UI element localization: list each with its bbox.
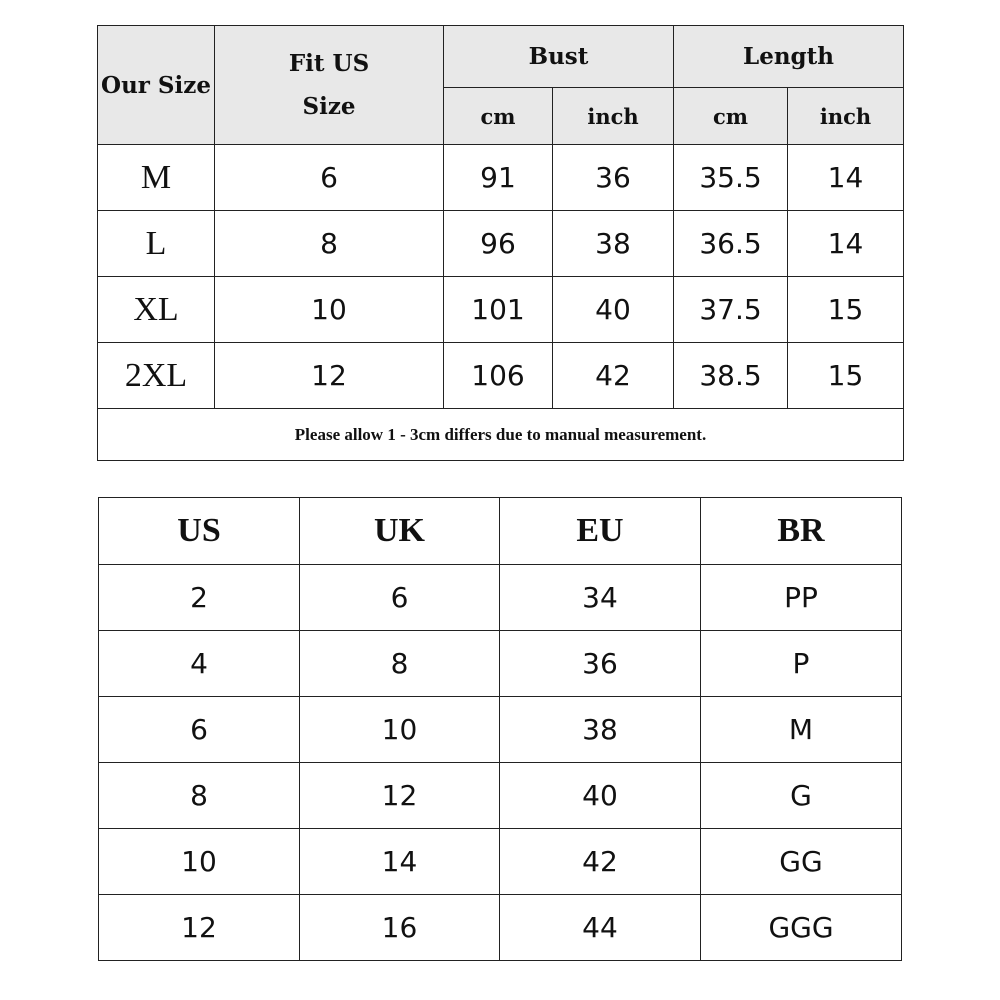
cell-bust-cm: 101	[444, 277, 553, 343]
cell-br: M	[701, 697, 902, 763]
cell-length-cm: 38.5	[674, 343, 788, 409]
cell-length-inch: 15	[788, 277, 904, 343]
cell-fit-us: 10	[215, 277, 444, 343]
header-row	[99, 498, 902, 565]
cell-bust-cm: 106	[444, 343, 553, 409]
header-our-size: Our Size	[98, 26, 215, 145]
cell-our-size: XL	[98, 277, 215, 343]
table-row	[98, 343, 904, 409]
cell-eu: 34	[500, 565, 701, 631]
cell-uk: 10	[300, 697, 500, 763]
cell-uk: 12	[300, 763, 500, 829]
cell-br: P	[701, 631, 902, 697]
cell-length-inch: 14	[788, 145, 904, 211]
cell-length-cm: 35.5	[674, 145, 788, 211]
cell-uk: 16	[300, 895, 500, 961]
cell-bust-cm: 91	[444, 145, 553, 211]
cell-eu: 42	[500, 829, 701, 895]
table-row	[99, 565, 902, 631]
cell-length-cm: 37.5	[674, 277, 788, 343]
cell-br: GG	[701, 829, 902, 895]
header-length: Length	[674, 26, 904, 88]
cell-length-cm: 36.5	[674, 211, 788, 277]
cell-our-size: M	[98, 145, 215, 211]
cell-length-inch: 14	[788, 211, 904, 277]
cell-our-size: L	[98, 211, 215, 277]
cell-length-inch: 15	[788, 343, 904, 409]
cell-bust-inch: 42	[553, 343, 674, 409]
cell-eu: 44	[500, 895, 701, 961]
header-us: US	[99, 498, 300, 565]
header-uk: UK	[300, 498, 500, 565]
table-row	[99, 697, 902, 763]
measurement-note: Please allow 1 - 3cm differs due to manual measurement.	[98, 409, 904, 461]
cell-us: 4	[99, 631, 300, 697]
size-chart-table	[97, 25, 904, 461]
cell-eu: 36	[500, 631, 701, 697]
cell-fit-us: 8	[215, 211, 444, 277]
header-bust: Bust	[444, 26, 674, 88]
table-row	[99, 895, 902, 961]
cell-our-size: 2XL	[98, 343, 215, 409]
cell-us: 2	[99, 565, 300, 631]
header-bust-cm: cm	[444, 88, 553, 145]
table-row	[98, 145, 904, 211]
header-fit-us-size	[215, 26, 444, 145]
cell-eu: 38	[500, 697, 701, 763]
header-eu: EU	[500, 498, 701, 565]
cell-us: 12	[99, 895, 300, 961]
size-conversion-table	[98, 497, 902, 961]
cell-bust-inch: 36	[553, 145, 674, 211]
cell-uk: 6	[300, 565, 500, 631]
table-row	[99, 829, 902, 895]
table-row	[98, 211, 904, 277]
cell-uk: 8	[300, 631, 500, 697]
header-length-inch: inch	[788, 88, 904, 145]
cell-fit-us: 12	[215, 343, 444, 409]
cell-bust-cm: 96	[444, 211, 553, 277]
cell-bust-inch: 40	[553, 277, 674, 343]
header-bust-inch: inch	[553, 88, 674, 145]
header-fit-us-line1: Fit US	[288, 50, 370, 77]
cell-uk: 14	[300, 829, 500, 895]
cell-us: 10	[99, 829, 300, 895]
cell-bust-inch: 38	[553, 211, 674, 277]
cell-br: GGG	[701, 895, 902, 961]
table-row	[98, 277, 904, 343]
header-fit-us-line2: Size	[302, 93, 356, 120]
header-length-cm: cm	[674, 88, 788, 145]
table-row	[99, 763, 902, 829]
cell-fit-us: 6	[215, 145, 444, 211]
table-row	[99, 631, 902, 697]
cell-us: 6	[99, 697, 300, 763]
cell-br: PP	[701, 565, 902, 631]
cell-br: G	[701, 763, 902, 829]
cell-eu: 40	[500, 763, 701, 829]
header-br: BR	[701, 498, 902, 565]
cell-us: 8	[99, 763, 300, 829]
